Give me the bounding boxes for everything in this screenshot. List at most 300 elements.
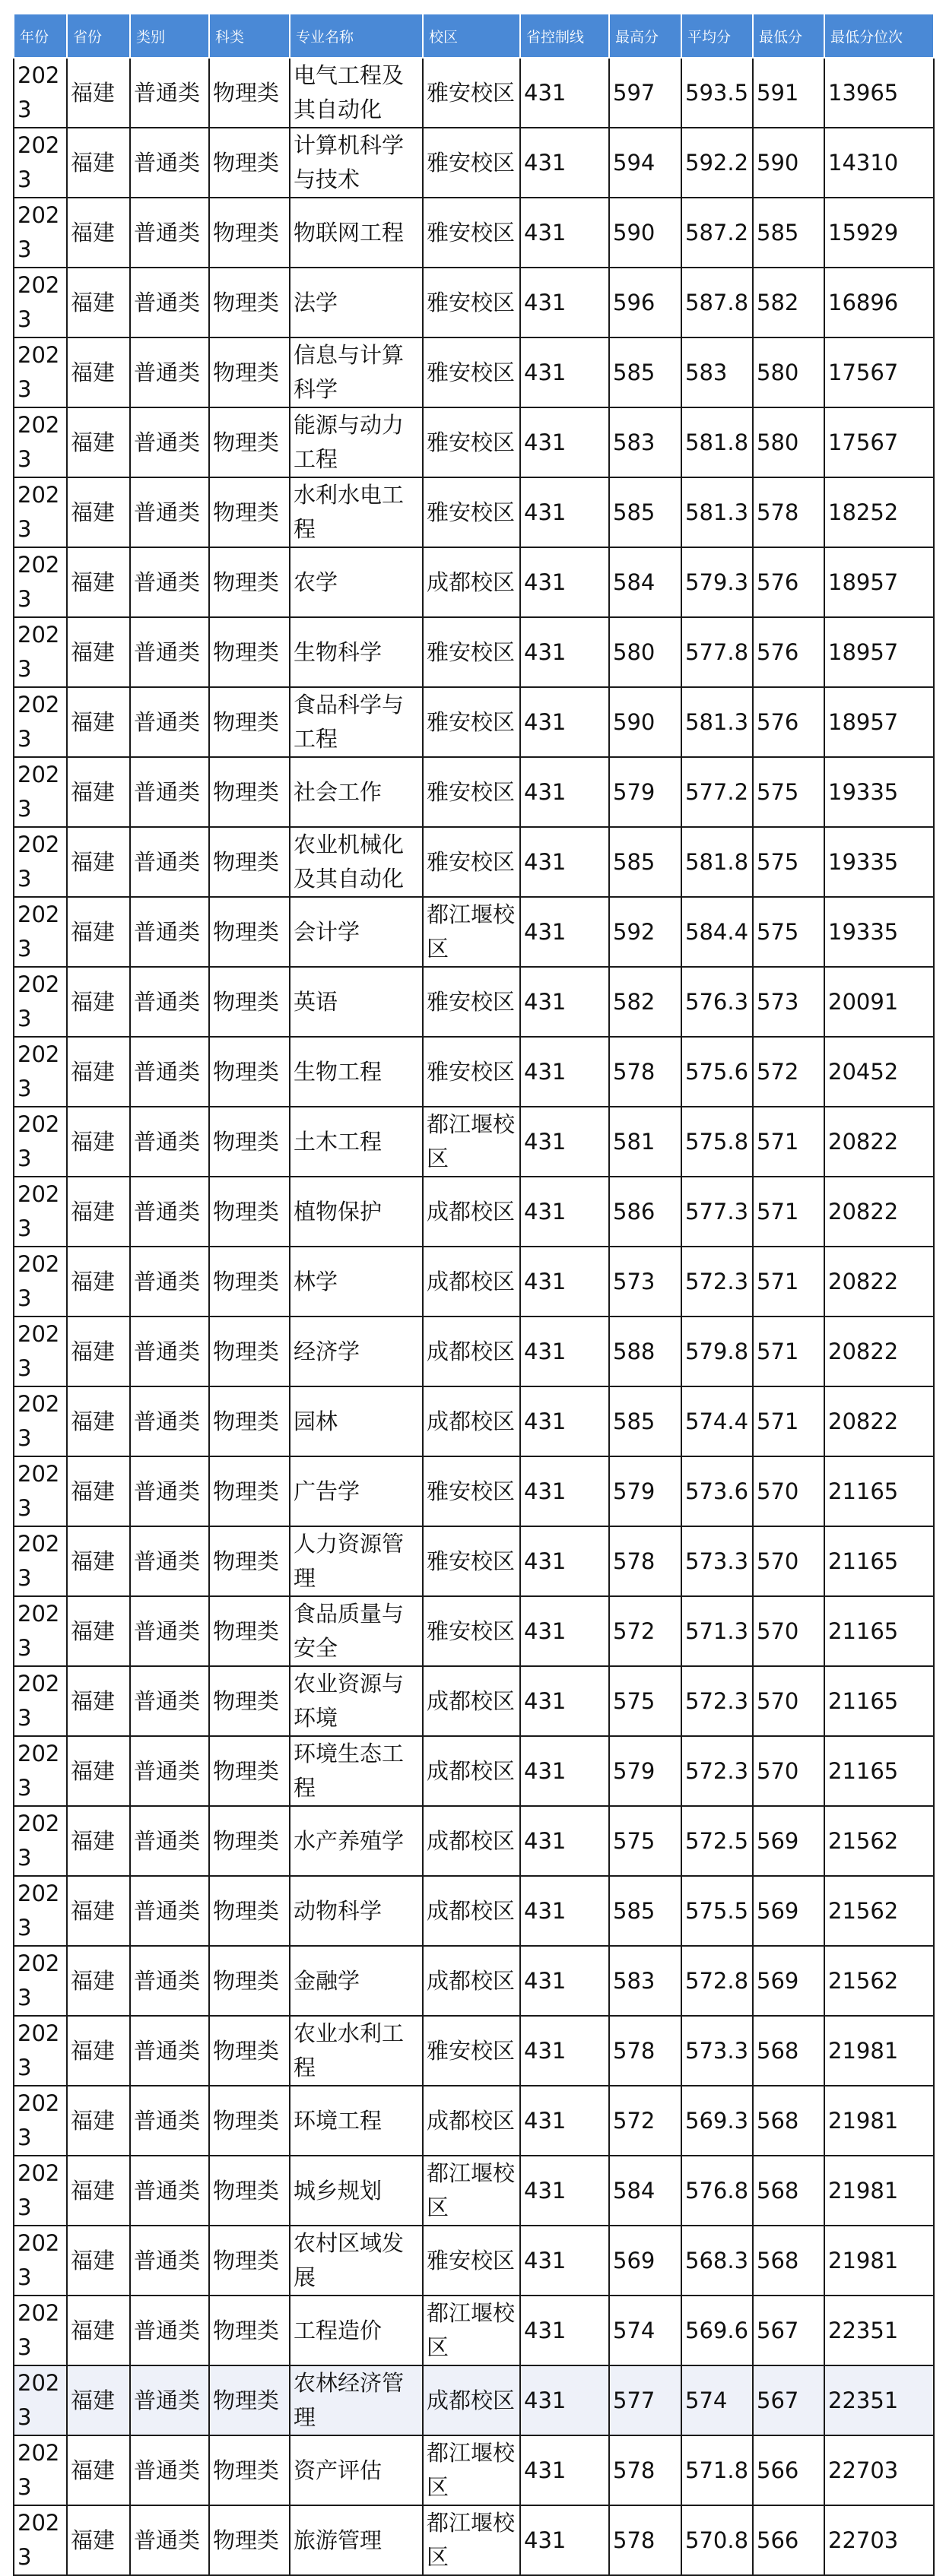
cell-avg-score: 592.2 xyxy=(681,128,753,198)
cell-control-line: 431 xyxy=(520,337,609,407)
cell-max-score: 585 xyxy=(609,1876,681,1946)
cell-avg-score: 579.3 xyxy=(681,547,753,617)
cell-major: 法学 xyxy=(290,268,423,337)
cell-min-score: 571 xyxy=(753,1386,824,1456)
cell-max-score: 592 xyxy=(609,897,681,967)
cell-major: 生物工程 xyxy=(290,1037,423,1107)
col-header-year: 年份 xyxy=(14,14,67,58)
cell-min-rank: 20091 xyxy=(824,967,934,1037)
table-row xyxy=(14,2296,934,2365)
cell-min-score: 569 xyxy=(753,1946,824,2016)
cell-control-line: 431 xyxy=(520,967,609,1037)
cell-province: 福建 xyxy=(67,967,130,1037)
cell-min-rank: 21165 xyxy=(824,1456,934,1526)
cell-min-rank: 19335 xyxy=(824,757,934,827)
table-row xyxy=(14,128,934,198)
cell-min-score: 585 xyxy=(753,198,824,268)
cell-category: 普通类 xyxy=(130,477,209,547)
cell-province: 福建 xyxy=(67,2226,130,2296)
cell-max-score: 579 xyxy=(609,757,681,827)
cell-year: 2023 xyxy=(14,1946,67,2016)
cell-control-line: 431 xyxy=(520,1876,609,1946)
cell-subject: 物理类 xyxy=(209,1946,290,2016)
cell-major: 信息与计算科学 xyxy=(290,337,423,407)
cell-avg-score: 572.3 xyxy=(681,1666,753,1736)
cell-min-score: 571 xyxy=(753,1247,824,1317)
cell-min-score: 572 xyxy=(753,1037,824,1107)
cell-year: 2023 xyxy=(14,897,67,967)
cell-campus: 雅安校区 xyxy=(423,128,520,198)
cell-province: 福建 xyxy=(67,268,130,337)
cell-campus: 成都校区 xyxy=(423,1946,520,2016)
col-header-min-score: 最低分 xyxy=(753,14,824,58)
cell-subject: 物理类 xyxy=(209,268,290,337)
cell-campus: 成都校区 xyxy=(423,1317,520,1386)
cell-campus: 雅安校区 xyxy=(423,617,520,687)
cell-control-line: 431 xyxy=(520,2086,609,2156)
cell-max-score: 596 xyxy=(609,268,681,337)
cell-major: 水产养殖学 xyxy=(290,1806,423,1876)
cell-control-line: 431 xyxy=(520,1456,609,1526)
table-row xyxy=(14,198,934,268)
cell-subject: 物理类 xyxy=(209,2505,290,2575)
cell-category: 普通类 xyxy=(130,337,209,407)
cell-major: 农业水利工程 xyxy=(290,2016,423,2086)
cell-max-score: 584 xyxy=(609,547,681,617)
cell-min-score: 580 xyxy=(753,337,824,407)
cell-min-score: 569 xyxy=(753,1806,824,1876)
cell-control-line: 431 xyxy=(520,1806,609,1876)
cell-campus: 成都校区 xyxy=(423,1806,520,1876)
table-header-row xyxy=(14,14,934,58)
cell-category: 普通类 xyxy=(130,1526,209,1596)
cell-avg-score: 577.8 xyxy=(681,617,753,687)
cell-min-score: 590 xyxy=(753,128,824,198)
cell-province: 福建 xyxy=(67,2086,130,2156)
cell-min-score: 567 xyxy=(753,2296,824,2365)
cell-avg-score: 575.6 xyxy=(681,1037,753,1107)
cell-year: 2023 xyxy=(14,407,67,477)
cell-avg-score: 587.2 xyxy=(681,198,753,268)
cell-year: 2023 xyxy=(14,2505,67,2575)
cell-control-line: 431 xyxy=(520,477,609,547)
cell-max-score: 578 xyxy=(609,1526,681,1596)
cell-min-score: 568 xyxy=(753,2226,824,2296)
cell-avg-score: 587.8 xyxy=(681,268,753,337)
cell-min-rank: 21165 xyxy=(824,1666,934,1736)
table-row xyxy=(14,2156,934,2226)
cell-min-rank: 22351 xyxy=(824,2365,934,2435)
cell-control-line: 431 xyxy=(520,268,609,337)
cell-avg-score: 572.3 xyxy=(681,1247,753,1317)
cell-max-score: 590 xyxy=(609,687,681,757)
cell-campus: 雅安校区 xyxy=(423,827,520,897)
cell-year: 2023 xyxy=(14,2016,67,2086)
cell-subject: 物理类 xyxy=(209,967,290,1037)
cell-year: 2023 xyxy=(14,827,67,897)
cell-min-score: 568 xyxy=(753,2086,824,2156)
cell-major: 环境生态工程 xyxy=(290,1736,423,1806)
cell-province: 福建 xyxy=(67,1386,130,1456)
cell-max-score: 577 xyxy=(609,2365,681,2435)
cell-min-score: 576 xyxy=(753,617,824,687)
cell-category: 普通类 xyxy=(130,897,209,967)
cell-year: 2023 xyxy=(14,2435,67,2505)
table-row xyxy=(14,1247,934,1317)
cell-campus: 雅安校区 xyxy=(423,1456,520,1526)
cell-min-score: 566 xyxy=(753,2505,824,2575)
cell-min-score: 566 xyxy=(753,2435,824,2505)
cell-control-line: 431 xyxy=(520,897,609,967)
cell-province: 福建 xyxy=(67,2016,130,2086)
cell-avg-score: 581.8 xyxy=(681,407,753,477)
cell-min-rank: 16896 xyxy=(824,268,934,337)
cell-province: 福建 xyxy=(67,2505,130,2575)
cell-category: 普通类 xyxy=(130,827,209,897)
table-row xyxy=(14,1806,934,1876)
cell-year: 2023 xyxy=(14,1526,67,1596)
table-row xyxy=(14,2016,934,2086)
cell-province: 福建 xyxy=(67,2435,130,2505)
cell-subject: 物理类 xyxy=(209,128,290,198)
cell-min-rank: 20822 xyxy=(824,1247,934,1317)
cell-category: 普通类 xyxy=(130,1946,209,2016)
cell-control-line: 431 xyxy=(520,827,609,897)
cell-min-score: 591 xyxy=(753,58,824,128)
cell-min-rank: 21562 xyxy=(824,1806,934,1876)
cell-major: 金融学 xyxy=(290,1946,423,2016)
cell-control-line: 431 xyxy=(520,1317,609,1386)
col-header-control-line: 省控制线 xyxy=(520,14,609,58)
cell-max-score: 582 xyxy=(609,967,681,1037)
table-row xyxy=(14,1946,934,2016)
cell-province: 福建 xyxy=(67,897,130,967)
cell-control-line: 431 xyxy=(520,2505,609,2575)
cell-major: 人力资源管理 xyxy=(290,1526,423,1596)
cell-subject: 物理类 xyxy=(209,58,290,128)
cell-province: 福建 xyxy=(67,2296,130,2365)
cell-avg-score: 573.3 xyxy=(681,1526,753,1596)
cell-max-score: 585 xyxy=(609,827,681,897)
table-row xyxy=(14,967,934,1037)
cell-avg-score: 568.3 xyxy=(681,2226,753,2296)
table-row xyxy=(14,337,934,407)
col-header-campus: 校区 xyxy=(423,14,520,58)
cell-province: 福建 xyxy=(67,757,130,827)
cell-avg-score: 576.8 xyxy=(681,2156,753,2226)
cell-min-score: 576 xyxy=(753,687,824,757)
cell-major: 旅游管理 xyxy=(290,2505,423,2575)
cell-subject: 物理类 xyxy=(209,897,290,967)
cell-control-line: 431 xyxy=(520,1736,609,1806)
cell-subject: 物理类 xyxy=(209,1177,290,1247)
cell-min-score: 580 xyxy=(753,407,824,477)
table-row xyxy=(14,268,934,337)
cell-control-line: 431 xyxy=(520,687,609,757)
cell-subject: 物理类 xyxy=(209,1526,290,1596)
cell-min-rank: 21562 xyxy=(824,1946,934,2016)
cell-min-score: 578 xyxy=(753,477,824,547)
cell-control-line: 431 xyxy=(520,2156,609,2226)
cell-max-score: 572 xyxy=(609,2086,681,2156)
cell-campus: 雅安校区 xyxy=(423,757,520,827)
cell-avg-score: 577.3 xyxy=(681,1177,753,1247)
cell-control-line: 431 xyxy=(520,1666,609,1736)
cell-max-score: 585 xyxy=(609,1386,681,1456)
cell-subject: 物理类 xyxy=(209,2365,290,2435)
cell-min-rank: 21562 xyxy=(824,1876,934,1946)
cell-min-rank: 20822 xyxy=(824,1317,934,1386)
cell-subject: 物理类 xyxy=(209,337,290,407)
cell-category: 普通类 xyxy=(130,1107,209,1177)
cell-avg-score: 577.2 xyxy=(681,757,753,827)
cell-control-line: 431 xyxy=(520,1107,609,1177)
cell-min-rank: 20822 xyxy=(824,1107,934,1177)
cell-province: 福建 xyxy=(67,1946,130,2016)
cell-min-score: 570 xyxy=(753,1456,824,1526)
cell-subject: 物理类 xyxy=(209,477,290,547)
cell-major: 环境工程 xyxy=(290,2086,423,2156)
cell-category: 普通类 xyxy=(130,58,209,128)
cell-control-line: 431 xyxy=(520,1526,609,1596)
cell-min-score: 571 xyxy=(753,1107,824,1177)
cell-campus: 雅安校区 xyxy=(423,1596,520,1666)
table-row xyxy=(14,1107,934,1177)
cell-control-line: 431 xyxy=(520,1386,609,1456)
cell-category: 普通类 xyxy=(130,757,209,827)
cell-major: 电气工程及其自动化 xyxy=(290,58,423,128)
cell-category: 普通类 xyxy=(130,2365,209,2435)
cell-min-rank: 21165 xyxy=(824,1736,934,1806)
cell-min-rank: 17567 xyxy=(824,337,934,407)
cell-min-rank: 20822 xyxy=(824,1386,934,1456)
cell-province: 福建 xyxy=(67,1456,130,1526)
cell-max-score: 578 xyxy=(609,2505,681,2575)
cell-avg-score: 593.5 xyxy=(681,58,753,128)
cell-campus: 雅安校区 xyxy=(423,477,520,547)
table-row xyxy=(14,617,934,687)
cell-min-score: 568 xyxy=(753,2016,824,2086)
cell-max-score: 581 xyxy=(609,1107,681,1177)
cell-control-line: 431 xyxy=(520,1596,609,1666)
cell-campus: 都江堰校区 xyxy=(423,2505,520,2575)
cell-year: 2023 xyxy=(14,1037,67,1107)
table-row xyxy=(14,58,934,128)
cell-province: 福建 xyxy=(67,1107,130,1177)
cell-major: 广告学 xyxy=(290,1456,423,1526)
cell-max-score: 586 xyxy=(609,1177,681,1247)
cell-max-score: 569 xyxy=(609,2226,681,2296)
col-header-max-score: 最高分 xyxy=(609,14,681,58)
cell-category: 普通类 xyxy=(130,687,209,757)
cell-control-line: 431 xyxy=(520,2365,609,2435)
cell-campus: 都江堰校区 xyxy=(423,2296,520,2365)
cell-campus: 雅安校区 xyxy=(423,687,520,757)
cell-province: 福建 xyxy=(67,337,130,407)
cell-control-line: 431 xyxy=(520,617,609,687)
cell-control-line: 431 xyxy=(520,547,609,617)
cell-subject: 物理类 xyxy=(209,827,290,897)
cell-campus: 雅安校区 xyxy=(423,198,520,268)
cell-major: 生物科学 xyxy=(290,617,423,687)
cell-subject: 物理类 xyxy=(209,617,290,687)
cell-subject: 物理类 xyxy=(209,687,290,757)
cell-avg-score: 579.8 xyxy=(681,1317,753,1386)
cell-min-rank: 21165 xyxy=(824,1596,934,1666)
cell-campus: 成都校区 xyxy=(423,547,520,617)
cell-subject: 物理类 xyxy=(209,2226,290,2296)
cell-year: 2023 xyxy=(14,1666,67,1736)
cell-province: 福建 xyxy=(67,407,130,477)
cell-province: 福建 xyxy=(67,2365,130,2435)
cell-subject: 物理类 xyxy=(209,2435,290,2505)
cell-year: 2023 xyxy=(14,1736,67,1806)
cell-campus: 雅安校区 xyxy=(423,337,520,407)
cell-campus: 都江堰校区 xyxy=(423,897,520,967)
cell-province: 福建 xyxy=(67,1526,130,1596)
cell-campus: 雅安校区 xyxy=(423,967,520,1037)
cell-min-score: 570 xyxy=(753,1736,824,1806)
cell-province: 福建 xyxy=(67,1736,130,1806)
table-row xyxy=(14,1386,934,1456)
table-row xyxy=(14,827,934,897)
cell-subject: 物理类 xyxy=(209,2016,290,2086)
cell-major: 食品科学与工程 xyxy=(290,687,423,757)
table-row xyxy=(14,477,934,547)
cell-category: 普通类 xyxy=(130,198,209,268)
cell-subject: 物理类 xyxy=(209,1596,290,1666)
col-header-province: 省份 xyxy=(67,14,130,58)
cell-min-score: 571 xyxy=(753,1317,824,1386)
cell-avg-score: 569.3 xyxy=(681,2086,753,2156)
cell-avg-score: 572.5 xyxy=(681,1806,753,1876)
cell-max-score: 584 xyxy=(609,2156,681,2226)
cell-max-score: 588 xyxy=(609,1317,681,1386)
cell-min-score: 569 xyxy=(753,1876,824,1946)
table-row xyxy=(14,407,934,477)
cell-year: 2023 xyxy=(14,2226,67,2296)
cell-min-rank: 22351 xyxy=(824,2296,934,2365)
cell-min-rank: 21981 xyxy=(824,2226,934,2296)
cell-major: 植物保护 xyxy=(290,1177,423,1247)
cell-year: 2023 xyxy=(14,617,67,687)
cell-min-rank: 18957 xyxy=(824,687,934,757)
cell-max-score: 585 xyxy=(609,337,681,407)
cell-avg-score: 575.8 xyxy=(681,1107,753,1177)
table-row xyxy=(14,1177,934,1247)
cell-province: 福建 xyxy=(67,1037,130,1107)
cell-subject: 物理类 xyxy=(209,1317,290,1386)
cell-avg-score: 571.8 xyxy=(681,2435,753,2505)
cell-control-line: 431 xyxy=(520,2435,609,2505)
cell-category: 普通类 xyxy=(130,2296,209,2365)
cell-max-score: 575 xyxy=(609,1806,681,1876)
table-row xyxy=(14,2505,934,2575)
cell-max-score: 590 xyxy=(609,198,681,268)
cell-year: 2023 xyxy=(14,1806,67,1876)
table-row xyxy=(14,757,934,827)
cell-campus: 都江堰校区 xyxy=(423,2435,520,2505)
cell-min-rank: 19335 xyxy=(824,827,934,897)
cell-subject: 物理类 xyxy=(209,1666,290,1736)
cell-year: 2023 xyxy=(14,1107,67,1177)
cell-control-line: 431 xyxy=(520,2226,609,2296)
col-header-category: 类别 xyxy=(130,14,209,58)
cell-avg-score: 569.6 xyxy=(681,2296,753,2365)
cell-category: 普通类 xyxy=(130,1317,209,1386)
cell-category: 普通类 xyxy=(130,2226,209,2296)
cell-campus: 都江堰校区 xyxy=(423,1107,520,1177)
cell-subject: 物理类 xyxy=(209,2296,290,2365)
cell-campus: 都江堰校区 xyxy=(423,2156,520,2226)
cell-campus: 成都校区 xyxy=(423,1666,520,1736)
cell-year: 2023 xyxy=(14,1456,67,1526)
cell-min-rank: 19335 xyxy=(824,897,934,967)
cell-subject: 物理类 xyxy=(209,1037,290,1107)
cell-campus: 雅安校区 xyxy=(423,407,520,477)
cell-province: 福建 xyxy=(67,617,130,687)
cell-avg-score: 575.5 xyxy=(681,1876,753,1946)
cell-min-score: 568 xyxy=(753,2156,824,2226)
cell-category: 普通类 xyxy=(130,128,209,198)
col-header-subject: 科类 xyxy=(209,14,290,58)
cell-avg-score: 576.3 xyxy=(681,967,753,1037)
cell-avg-score: 571.3 xyxy=(681,1596,753,1666)
cell-min-rank: 15929 xyxy=(824,198,934,268)
cell-avg-score: 584.4 xyxy=(681,897,753,967)
cell-max-score: 573 xyxy=(609,1247,681,1317)
cell-category: 普通类 xyxy=(130,2156,209,2226)
cell-year: 2023 xyxy=(14,547,67,617)
cell-min-score: 570 xyxy=(753,1666,824,1736)
cell-major: 农村区域发展 xyxy=(290,2226,423,2296)
cell-province: 福建 xyxy=(67,1876,130,1946)
cell-year: 2023 xyxy=(14,757,67,827)
cell-major: 工程造价 xyxy=(290,2296,423,2365)
cell-campus: 成都校区 xyxy=(423,2086,520,2156)
cell-avg-score: 572.8 xyxy=(681,1946,753,2016)
cell-year: 2023 xyxy=(14,1317,67,1386)
cell-min-score: 575 xyxy=(753,897,824,967)
table-row xyxy=(14,2365,934,2435)
table-row xyxy=(14,1456,934,1526)
cell-min-rank: 21165 xyxy=(824,1526,934,1596)
cell-category: 普通类 xyxy=(130,2016,209,2086)
cell-control-line: 431 xyxy=(520,1177,609,1247)
cell-major: 农林经济管理 xyxy=(290,2365,423,2435)
cell-campus: 成都校区 xyxy=(423,1386,520,1456)
table-row xyxy=(14,547,934,617)
cell-min-rank: 17567 xyxy=(824,407,934,477)
cell-subject: 物理类 xyxy=(209,1806,290,1876)
cell-min-rank: 18252 xyxy=(824,477,934,547)
cell-province: 福建 xyxy=(67,1317,130,1386)
cell-province: 福建 xyxy=(67,1247,130,1317)
cell-subject: 物理类 xyxy=(209,2156,290,2226)
cell-subject: 物理类 xyxy=(209,1876,290,1946)
cell-control-line: 431 xyxy=(520,2016,609,2086)
cell-subject: 物理类 xyxy=(209,1107,290,1177)
cell-province: 福建 xyxy=(67,198,130,268)
cell-max-score: 597 xyxy=(609,58,681,128)
cell-major: 社会工作 xyxy=(290,757,423,827)
cell-max-score: 580 xyxy=(609,617,681,687)
cell-category: 普通类 xyxy=(130,1736,209,1806)
cell-major: 经济学 xyxy=(290,1317,423,1386)
cell-subject: 物理类 xyxy=(209,2086,290,2156)
cell-year: 2023 xyxy=(14,128,67,198)
cell-max-score: 578 xyxy=(609,2016,681,2086)
